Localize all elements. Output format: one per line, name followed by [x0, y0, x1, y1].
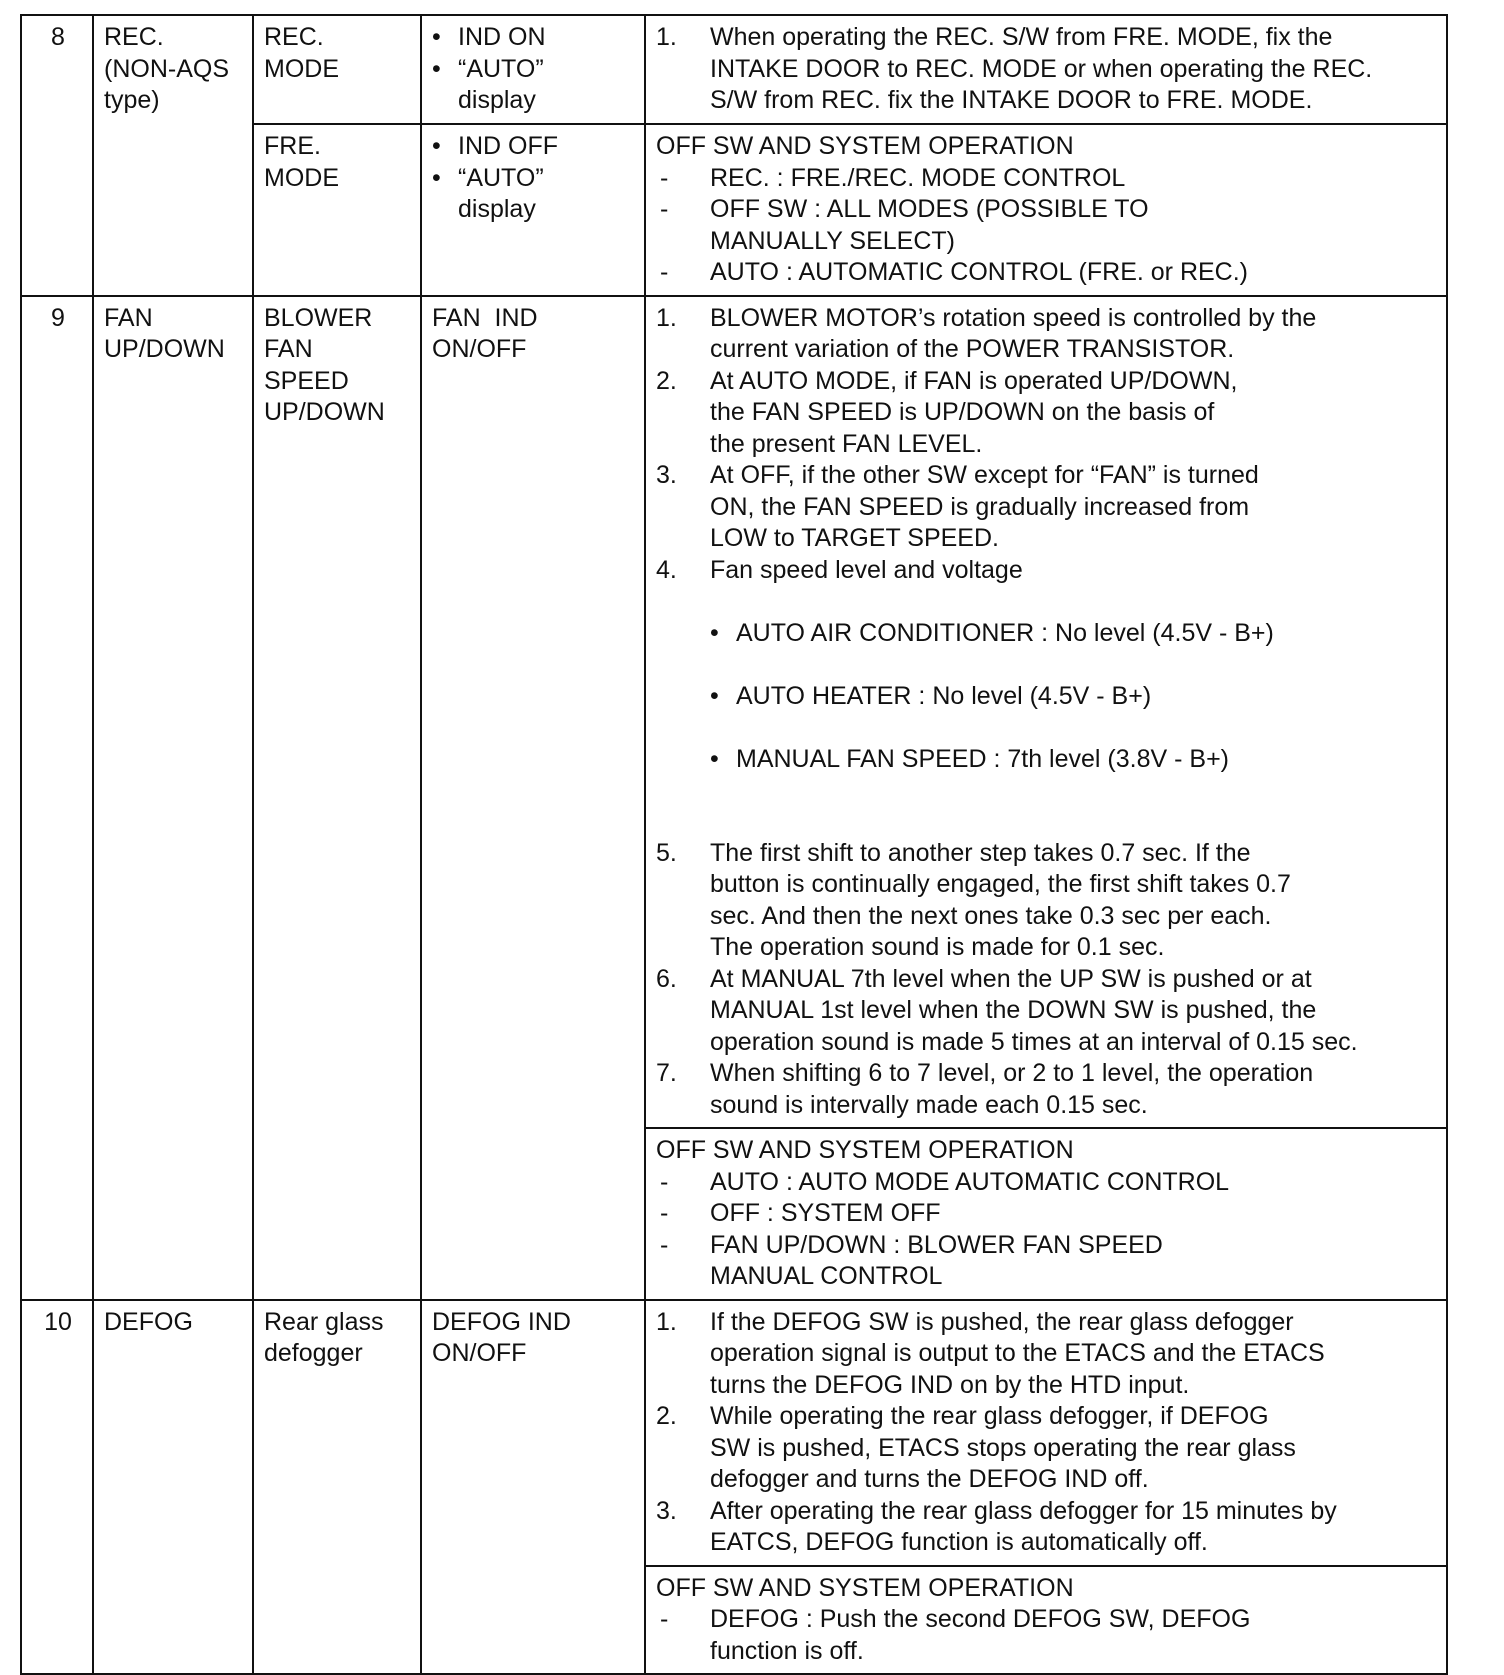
list-item: 2. While operating the rear glass defogger, if DEFOG SW is pushed, ETACS stops operating the rear glass defogger and turns the DEFOG IND off.: [656, 1402, 1296, 1493]
list-item: 3. At OFF, if the other SW except for “FAN” is turned ON, the FAN SPEED is gradually increased from LOW to TARGET SPEED.: [656, 461, 1259, 552]
off-sw-heading: OFF SW AND SYSTEM OPERATION: [656, 132, 1074, 160]
function-spec-document: [20, 14, 1448, 1675]
list-item: 5. The first shift to another step takes 0.7 sec. If the button is continually engaged, the first shift takes 0.7 sec. And then the next ones take 0.3 sec per each. The operation sound is made for 0.1 sec.: [656, 838, 1291, 961]
list-item: - REC. : FRE./REC. MODE CONTROL: [656, 163, 1438, 195]
off-sw-operation: [645, 1128, 1447, 1300]
table-row: [21, 15, 1447, 124]
list-item: • MANUAL FAN SPEED : 7th level (3.8V - B+): [710, 744, 1438, 776]
list-item: • “AUTO” display: [432, 163, 636, 226]
list-item: • IND ON: [432, 22, 636, 54]
switch-name: DEFOG: [93, 1300, 253, 1675]
list-item: • AUTO HEATER : No level (4.5V - B+): [710, 681, 1438, 713]
switch-name: FAN UP/DOWN: [93, 296, 253, 1300]
item-number: 9: [21, 296, 93, 1300]
list-item: - OFF SW : ALL MODES (POSSIBLE TO MANUALLY SELECT): [656, 194, 1438, 257]
table-row: [21, 1300, 1447, 1566]
switch-name: REC. (NON-AQS type): [93, 15, 253, 296]
operation-description: [645, 1300, 1447, 1566]
list-item: 1. If the DEFOG SW is pushed, the rear glass defogger operation signal is output to the ETACS and the ETACS turns the DEFOG IND on by the HTD input.: [656, 1307, 1325, 1399]
list-item: • AUTO AIR CONDITIONER : No level (4.5V - B+): [710, 618, 1438, 650]
off-sw-heading: OFF SW AND SYSTEM OPERATION: [656, 1573, 1074, 1602]
item-number: 8: [21, 15, 93, 296]
off-sw-operation: [645, 1566, 1447, 1675]
list-item: • IND OFF: [432, 131, 636, 163]
list-item: • “AUTO” display: [432, 54, 636, 117]
indicator-status: FAN IND ON/OFF: [421, 296, 645, 1300]
list-item: - OFF : SYSTEM OFF: [656, 1198, 1438, 1230]
off-sw-operation: [645, 124, 1447, 296]
operation-description: [645, 15, 1447, 124]
indicator-status: DEFOG IND ON/OFF: [421, 1300, 645, 1675]
list-item: 3. After operating the rear glass defogger for 15 minutes by EATCS, DEFOG function is automatically off.: [656, 1496, 1337, 1556]
operation-description: [645, 296, 1447, 1129]
function-spec-table: [20, 14, 1448, 1675]
list-item: - DEFOG : Push the second DEFOG SW, DEFOG function is off.: [656, 1604, 1438, 1667]
mode-name: FRE. MODE: [253, 124, 421, 296]
mode-name: BLOWER FAN SPEED UP/DOWN: [253, 296, 421, 1300]
list-item: 7. When shifting 6 to 7 level, or 2 to 1 level, the operation sound is intervally made each 0.15 sec.: [656, 1059, 1314, 1119]
list-item: 6. At MANUAL 7th level when the UP SW is pushed or at MANUAL 1st level when the DOWN SW is pushed, the operation sound is made 5 times at an interval of 0.15 sec.: [656, 964, 1358, 1056]
list-item: - AUTO : AUTO MODE AUTOMATIC CONTROL: [656, 1167, 1438, 1199]
indicator-status: [421, 15, 645, 124]
item-number: 10: [21, 1300, 93, 1675]
list-item: - AUTO : AUTOMATIC CONTROL (FRE. or REC.): [656, 257, 1438, 289]
off-sw-heading: OFF SW AND SYSTEM OPERATION: [656, 1136, 1074, 1164]
list-item: 2. At AUTO MODE, if FAN is operated UP/DOWN, the FAN SPEED is UP/DOWN on the basis of the present FAN LEVEL.: [656, 366, 1238, 458]
list-item: 4. Fan speed level and voltage: [656, 555, 1023, 584]
mode-name: REC. MODE: [253, 15, 421, 124]
list-item: - FAN UP/DOWN : BLOWER FAN SPEED MANUAL CONTROL: [656, 1230, 1438, 1293]
list-item: 1. BLOWER MOTOR’s rotation speed is controlled by the current variation of the POWER TRANSISTOR.: [656, 303, 1317, 363]
list-item: 1. When operating the REC. S/W from FRE. MODE, fix the INTAKE DOOR to REC. MODE or when operating the REC. S/W from REC. fix the INTAKE DOOR to FRE. MODE.: [656, 23, 1373, 114]
indicator-status: [421, 124, 645, 296]
table-row: [21, 296, 1447, 1129]
mode-name: Rear glass defogger: [253, 1300, 421, 1675]
